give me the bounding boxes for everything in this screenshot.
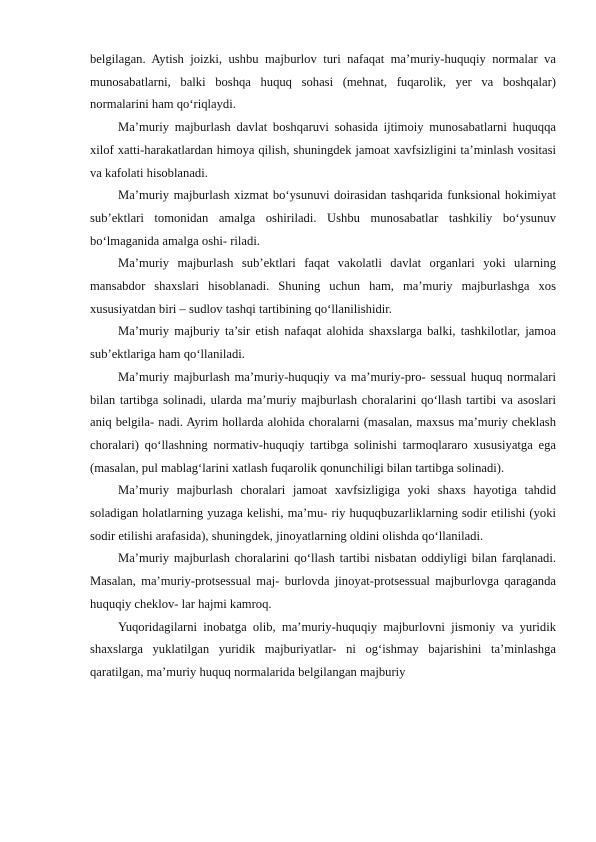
paragraph: Ma’muriy majburlash xizmat bo‘ysunuvi doirasidan tashqarida funksional hokimiyat sub’ektlari tomonidan amalga oshiriladi. Ushbu munosabatlar tashkiliy bo‘ysunuv bo‘lmaganida amalga oshi- riladi. <box>90 188 556 248</box>
paragraph: Ma’muriy majburlash ma’muriy-huquqiy va ma’muriy-pro- sessual huquq normalari bilan tartibga solinadi, ularda ma’muriy majburlash choralarini qo‘llash tartibi va asoslari aniq belgila- nadi. Ayrim hollarda alohida choralarni (masalan, maxsus ma’muriy cheklash choralari) qo‘llashning normativ-huquqiy tartibga solinishi tarmoqlararo xususiyatga ega (masalan, pul mablag‘larini xatlash fuqarolik qonunchiligi bilan tartibga solinadi). <box>90 369 556 475</box>
document-body <box>90 48 556 684</box>
paragraph-continuation: belgilagan. Aytish joizki, ushbu majburlov turi nafaqat ma’muriy-huquqiy normalar va munosabatlarni, balki boshqa huquq sohasi (mehnat, fuqarolik, yer va boshqalar) normalarini ham qo‘riqlaydi. <box>90 52 556 112</box>
paragraph: Ma’muriy majburlash sub’ektlari faqat vakolatli davlat organlari yoki ularning mansabdor shaxslari hisoblanadi. Shuning uchun ham, ma’muriy majburlashga xos xususiyatdan biri – sudlov tashqi tartibining qo‘llanilishidir. <box>90 256 556 316</box>
paragraph: Ma’muriy majburlash choralari jamoat xavfsizligiga yoki shaxs hayotiga tahdid soladigan holatlarning yuzaga kelishi, ma’mu- riy huquqbuzarliklarning sodir etilishi (yoki sodir etilishi arafasida), shuningdek, jinoyatlarning oldini olishda qo‘llaniladi. <box>90 483 556 543</box>
paragraph: Ma’muriy majburlash davlat boshqaruvi sohasida ijtimoiy munosabatlarni huquqqa xilof xatti-harakatlardan himoya qilish, shuningdek jamoat xavfsizligini ta’minlash vositasi va kafolati hisoblanadi. <box>90 120 556 180</box>
paragraph: Yuqoridagilarni inobatga olib, ma’muriy-huquqiy majburlovni jismoniy va yuridik shaxslarga yuklatilgan yuridik majburiyatlar- ni og‘ishmay bajarishini ta’minlashga qaratilgan, ma’muriy huquq normalarida belgilangan majburiy <box>90 619 556 679</box>
paragraph: Ma’muriy majburiy ta’sir etish nafaqat alohida shaxslarga balki, tashkilotlar, jamoa sub’ektlariga ham qo‘llaniladi. <box>90 324 556 362</box>
paragraph: Ma’muriy majburlash choralarini qo‘llash tartibi nisbatan oddiyligi bilan farqlanadi. Masalan, ma’muriy-protsessual maj- burlovda jinoyat-protsessual majburlovga qaraganda huquqiy cheklov- lar hajmi kamroq. <box>90 551 556 611</box>
